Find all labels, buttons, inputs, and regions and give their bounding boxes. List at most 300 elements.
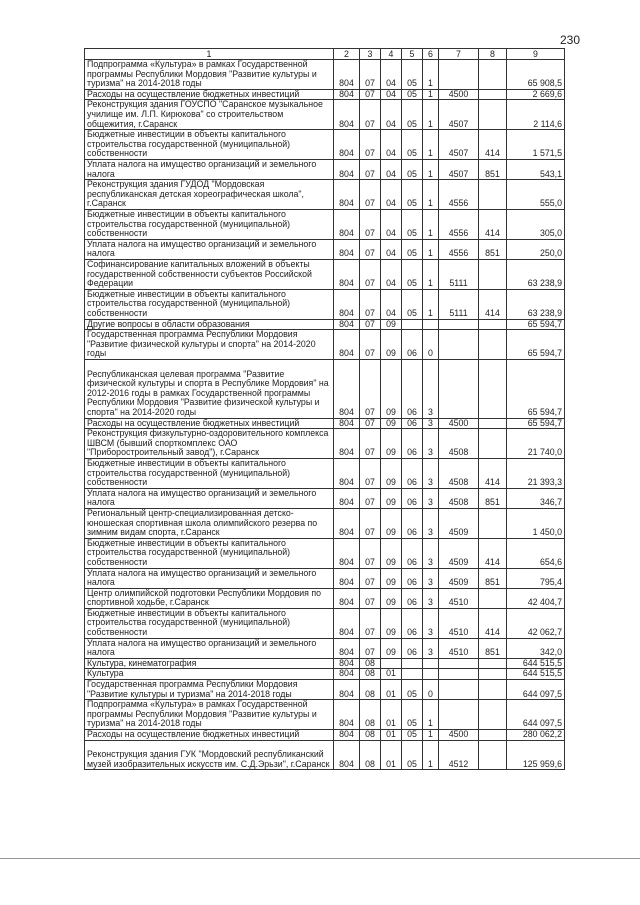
col-7: 4509 [439,508,479,538]
col-5: 05 [402,740,423,770]
col-3: 07 [360,89,381,100]
col-4 [381,658,402,669]
col-9-amount: 250,0 [507,239,565,259]
col-7 [439,330,479,360]
col-2: 804 [334,289,360,319]
col-7: 4507 [439,159,479,179]
col-5: 05 [402,289,423,319]
col-2: 804 [334,488,360,508]
col-6: 1 [423,740,439,770]
table-row [85,608,565,638]
col-7: 4508 [439,429,479,459]
col-6: 3 [423,458,439,488]
row-name: Культура, кинематография [85,658,334,669]
col-5: 06 [402,638,423,658]
table-row [85,239,565,259]
col-2: 804 [334,740,360,770]
col-3: 08 [360,658,381,669]
col-6: 3 [423,429,439,459]
col-4: 04 [381,130,402,160]
table-row [85,508,565,538]
col-3: 07 [360,330,381,360]
row-name: Реконструкция здания ГУДОД "Мордовская республиканская детская хореографическая школа", г.Саранск [85,180,334,210]
col-7: 4509 [439,538,479,568]
col-7 [439,658,479,669]
col-6 [423,319,439,330]
col-5: 05 [402,259,423,289]
col-2: 804 [334,658,360,669]
col-9-amount: 42 062,7 [507,608,565,638]
col-5: 06 [402,568,423,588]
col-8 [479,100,507,130]
col-3: 07 [360,239,381,259]
col-9-amount: 125 959,6 [507,740,565,770]
col-2: 804 [334,700,360,730]
col-9-amount: 644 515,5 [507,669,565,680]
col-4: 01 [381,680,402,700]
column-header-5: 5 [402,49,423,60]
col-9-amount: 63 238,9 [507,289,565,319]
col-2: 804 [334,418,360,429]
col-5: 05 [402,730,423,741]
row-name: Центр олимпийской подготовки Республики Мордовия по спортивной ходьбе, г.Саранск [85,588,334,608]
col-4: 09 [381,319,402,330]
col-5: 06 [402,538,423,568]
col-3: 07 [360,180,381,210]
col-6: 1 [423,289,439,319]
col-5: 06 [402,508,423,538]
col-8 [479,60,507,90]
col-3: 07 [360,159,381,179]
col-8: 414 [479,289,507,319]
col-3: 07 [360,508,381,538]
col-9-amount: 65 908,5 [507,60,565,90]
col-2: 804 [334,60,360,90]
table-row [85,700,565,730]
col-9-amount: 63 238,9 [507,259,565,289]
col-4: 09 [381,429,402,459]
col-5: 05 [402,100,423,130]
col-7 [439,700,479,730]
col-4: 09 [381,588,402,608]
row-name: Расходы на осуществление бюджетных инвестиций [85,730,334,741]
row-name: Реконструкция здания ГОУСПО "Саранское музыкальное училище им. Л.П. Кирюкова" со строительством общежития, г.Саранск [85,100,334,130]
table-row [85,458,565,488]
col-6: 1 [423,180,439,210]
col-4: 01 [381,669,402,680]
row-name: Реконструкция физкультурно-оздоровительного комплекса ШВСМ (бывший спорткомплекс ОАО "Приборостроительный завод"), г.Саранск [85,429,334,459]
col-9-amount: 795,4 [507,568,565,588]
col-7: 4556 [439,180,479,210]
col-5: 05 [402,159,423,179]
col-6: 0 [423,680,439,700]
col-5: 05 [402,209,423,239]
col-8: 414 [479,608,507,638]
col-4: 09 [381,568,402,588]
col-2: 804 [334,89,360,100]
col-4: 09 [381,638,402,658]
row-name: Уплата налога на имущество организаций и земельного налога [85,638,334,658]
col-3: 07 [360,259,381,289]
col-8: 414 [479,538,507,568]
col-9-amount: 2 669,6 [507,89,565,100]
table-row [85,680,565,700]
row-name: Уплата налога на имущество организаций и земельного налога [85,159,334,179]
col-7 [439,359,479,418]
col-3: 07 [360,289,381,319]
col-7: 4512 [439,740,479,770]
row-name: Бюджетные инвестиции в объекты капитального строительства государственной (муниципальной) собственности [85,130,334,160]
col-7: 4510 [439,638,479,658]
row-name: Бюджетные инвестиции в объекты капитального строительства государственной (муниципальной) собственности [85,608,334,638]
col-6 [423,669,439,680]
row-name: Реконструкция здания ГУК "Мордовский республиканский музей изобразительных искусств им. С.Д.Эрьзи", г.Саранск [85,740,334,770]
column-header-4: 4 [381,49,402,60]
table-row [85,638,565,658]
col-7 [439,669,479,680]
col-9-amount: 21 393,3 [507,458,565,488]
row-name: Софинансирование капитальных вложений в объекты государственной собственности субъектов Российской Федерации [85,259,334,289]
table-row [85,418,565,429]
col-6 [423,658,439,669]
col-3: 07 [360,209,381,239]
table-row [85,740,565,770]
table-row [85,429,565,459]
col-4: 01 [381,740,402,770]
col-3: 07 [360,568,381,588]
col-9-amount: 280 062,2 [507,730,565,741]
col-2: 804 [334,458,360,488]
col-9-amount: 1 450,0 [507,508,565,538]
col-7: 4507 [439,130,479,160]
col-7: 4507 [439,100,479,130]
col-4: 04 [381,289,402,319]
col-4: 04 [381,89,402,100]
col-2: 804 [334,130,360,160]
col-3: 07 [360,458,381,488]
col-8 [479,319,507,330]
budget-table [84,48,565,770]
table-row [85,538,565,568]
table-row [85,330,565,360]
col-8 [479,669,507,680]
col-5: 06 [402,588,423,608]
col-3: 07 [360,638,381,658]
col-7: 4510 [439,608,479,638]
col-9-amount: 21 740,0 [507,429,565,459]
table-row [85,100,565,130]
col-4: 09 [381,458,402,488]
row-name: Расходы на осуществление бюджетных инвестиций [85,89,334,100]
col-8: 851 [479,488,507,508]
col-6: 3 [423,638,439,658]
col-5: 06 [402,330,423,360]
col-2: 804 [334,608,360,638]
col-4: 09 [381,508,402,538]
col-2: 804 [334,508,360,538]
col-5 [402,669,423,680]
col-2: 804 [334,568,360,588]
row-name: Культура [85,669,334,680]
row-name: Уплата налога на имущество организаций и земельного налога [85,239,334,259]
column-header-2: 2 [334,49,360,60]
table-row [85,359,565,418]
row-name: Государственная программа Республики Мордовия "Развитие культуры и туризма" на 2014-2018 годы [85,680,334,700]
col-6: 3 [423,418,439,429]
col-9-amount: 42 404,7 [507,588,565,608]
col-6: 1 [423,130,439,160]
column-header-3: 3 [360,49,381,60]
col-3: 07 [360,60,381,90]
col-8 [479,418,507,429]
col-6: 1 [423,730,439,741]
col-8 [479,89,507,100]
col-9-amount: 342,0 [507,638,565,658]
col-6: 1 [423,100,439,130]
col-8 [479,740,507,770]
col-7: 4556 [439,209,479,239]
col-2: 804 [334,680,360,700]
col-5: 05 [402,700,423,730]
col-5: 05 [402,180,423,210]
col-2: 804 [334,100,360,130]
col-2: 804 [334,538,360,568]
table-row [85,180,565,210]
col-6: 3 [423,508,439,538]
col-7 [439,60,479,90]
col-5: 06 [402,488,423,508]
col-4: 09 [381,538,402,568]
col-7: 5111 [439,259,479,289]
col-6: 3 [423,359,439,418]
col-3: 07 [360,588,381,608]
col-8: 414 [479,458,507,488]
col-6: 1 [423,60,439,90]
column-header-7: 7 [439,49,479,60]
col-9-amount: 65 594,7 [507,330,565,360]
col-4: 04 [381,209,402,239]
col-4: 01 [381,700,402,730]
table-row [85,60,565,90]
col-3: 08 [360,730,381,741]
col-4: 09 [381,330,402,360]
col-8: 414 [479,130,507,160]
col-7: 4510 [439,588,479,608]
row-name: Республиканская целевая программа "Развитие физической культуры и спорта в Республике Мордовия" на 2012-2016 годы в рамках Государственной программы Республики Мордовия "Развитие физической культуры и спорта" на 2014-2020 годы [85,359,334,418]
col-8 [479,180,507,210]
col-9-amount: 65 594,7 [507,319,565,330]
col-7 [439,680,479,700]
col-3: 07 [360,429,381,459]
col-2: 804 [334,180,360,210]
row-name: Бюджетные инвестиции в объекты капитального строительства государственной (муниципальной) собственности [85,209,334,239]
col-9-amount: 654,6 [507,538,565,568]
row-name: Подпрограмма «Культура» в рамках Государственной программы Республики Мордовия "Развитие культуры и туризма" на 2014-2018 годы [85,60,334,90]
col-7: 4500 [439,89,479,100]
col-8 [479,429,507,459]
col-2: 804 [334,330,360,360]
col-8: 851 [479,239,507,259]
table-row [85,259,565,289]
table-row [85,669,565,680]
col-2: 804 [334,239,360,259]
col-4: 04 [381,100,402,130]
col-5: 05 [402,60,423,90]
col-6: 3 [423,538,439,568]
table-row [85,289,565,319]
col-5: 06 [402,608,423,638]
table-header-row [85,49,565,60]
col-6: 3 [423,608,439,638]
col-9-amount: 2 114,6 [507,100,565,130]
col-3: 07 [360,359,381,418]
col-6: 1 [423,159,439,179]
col-2: 804 [334,159,360,179]
col-9-amount: 555,0 [507,180,565,210]
col-7: 4509 [439,568,479,588]
col-6: 1 [423,209,439,239]
col-5: 05 [402,130,423,160]
col-2: 804 [334,638,360,658]
col-2: 804 [334,669,360,680]
col-9-amount: 1 571,5 [507,130,565,160]
col-6: 3 [423,488,439,508]
col-7 [439,319,479,330]
col-8 [479,700,507,730]
col-4: 04 [381,259,402,289]
row-name: Государственная программа Республики Мордовия "Развитие физической культуры и спорта" на 2014-2020 годы [85,330,334,360]
col-6: 0 [423,330,439,360]
col-2: 804 [334,429,360,459]
col-8 [479,508,507,538]
col-2: 804 [334,359,360,418]
col-4: 09 [381,488,402,508]
col-3: 08 [360,680,381,700]
col-5: 06 [402,429,423,459]
row-name: Бюджетные инвестиции в объекты капитального строительства государственной (муниципальной) собственности [85,289,334,319]
row-name: Подпрограмма «Культура» в рамках Государственной программы Республики Мордовия "Развитие культуры и туризма" на 2014-2018 годы [85,700,334,730]
col-2: 804 [334,259,360,289]
row-name: Уплата налога на имущество организаций и земельного налога [85,568,334,588]
col-8 [479,658,507,669]
col-9-amount: 65 594,7 [507,359,565,418]
col-5: 05 [402,680,423,700]
col-3: 07 [360,100,381,130]
col-4: 04 [381,180,402,210]
col-7: 4508 [439,458,479,488]
table-row [85,130,565,160]
column-header-8: 8 [479,49,507,60]
table-row [85,319,565,330]
col-9-amount: 543,1 [507,159,565,179]
table-row [85,89,565,100]
row-name: Бюджетные инвестиции в объекты капитального строительства государственной (муниципальной) собственности [85,538,334,568]
col-2: 804 [334,588,360,608]
col-8 [479,680,507,700]
col-3: 07 [360,418,381,429]
col-6: 1 [423,700,439,730]
col-3: 08 [360,700,381,730]
table-row [85,209,565,239]
table-row [85,730,565,741]
col-8 [479,359,507,418]
col-9-amount: 644 097,5 [507,700,565,730]
col-7: 4508 [439,488,479,508]
col-7: 4500 [439,730,479,741]
col-6: 3 [423,568,439,588]
col-9-amount: 305,0 [507,209,565,239]
col-8 [479,730,507,741]
col-4: 01 [381,730,402,741]
col-8: 414 [479,209,507,239]
table-row [85,658,565,669]
row-name: Уплата налога на имущество организаций и земельного налога [85,488,334,508]
col-4: 04 [381,159,402,179]
row-name: Другие вопросы в области образования [85,319,334,330]
col-3: 08 [360,669,381,680]
col-9-amount: 644 097,5 [507,680,565,700]
col-5: 05 [402,239,423,259]
col-3: 07 [360,130,381,160]
col-5: 06 [402,359,423,418]
table-row [85,159,565,179]
col-8 [479,588,507,608]
col-9-amount: 644 515,5 [507,658,565,669]
col-9-amount: 65 594,7 [507,418,565,429]
column-header-6: 6 [423,49,439,60]
col-6: 1 [423,259,439,289]
col-4: 04 [381,239,402,259]
col-8 [479,259,507,289]
col-2: 804 [334,730,360,741]
col-6: 3 [423,588,439,608]
table-row [85,568,565,588]
col-3: 07 [360,608,381,638]
col-3: 07 [360,488,381,508]
col-9-amount: 346,7 [507,488,565,508]
bottom-rule [0,858,640,859]
col-8: 851 [479,568,507,588]
col-5: 05 [402,89,423,100]
column-header-9: 9 [507,49,565,60]
col-2: 804 [334,319,360,330]
table-body [85,60,565,770]
col-3: 07 [360,319,381,330]
col-8: 851 [479,638,507,658]
col-6: 1 [423,89,439,100]
table-row [85,488,565,508]
col-4: 09 [381,608,402,638]
col-5 [402,658,423,669]
col-4: 09 [381,359,402,418]
col-7: 5111 [439,289,479,319]
row-name: Расходы на осуществление бюджетных инвестиций [85,418,334,429]
row-name: Региональный центр-специализированная детско-юношеская спортивная школа олимпийского резерва по зимним видам спорта, г.Саранск [85,508,334,538]
col-5: 06 [402,458,423,488]
row-name: Бюджетные инвестиции в объекты капитального строительства государственной (муниципальной) собственности [85,458,334,488]
column-header-1: 1 [85,49,334,60]
col-3: 07 [360,538,381,568]
col-4: 04 [381,60,402,90]
table-row [85,588,565,608]
col-4: 09 [381,418,402,429]
col-6: 1 [423,239,439,259]
col-7: 4500 [439,418,479,429]
col-7: 4556 [439,239,479,259]
col-5 [402,319,423,330]
col-8: 851 [479,159,507,179]
col-5: 06 [402,418,423,429]
